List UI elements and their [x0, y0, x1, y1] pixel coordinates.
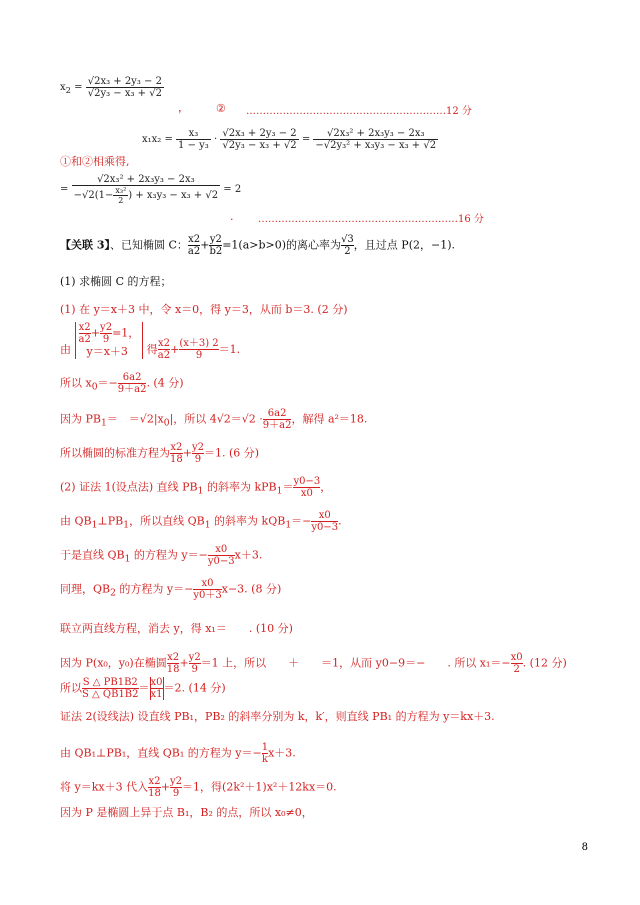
x2-num: √2x₃ + 2y₃ − 2 [87, 76, 162, 87]
x1x2-f2-den: √2y₃ − x₃ + √2 [222, 140, 297, 151]
dots-12: ……………………………………………………12 分 [246, 106, 472, 117]
sol14-frac [262, 742, 268, 765]
sol11-den: 2 [511, 663, 523, 675]
problem-f1 [188, 234, 200, 257]
sol5-f2 [192, 442, 204, 465]
sol11-a: 因为 P(x₀，y₀)在椭圆 [60, 656, 167, 670]
sol7-c: ，所以直线 QB [129, 514, 205, 528]
sol6-b: 的斜率为 kPB [203, 480, 277, 494]
sol5-f1-den: 18 [170, 454, 183, 465]
sol14-num: 1 [261, 742, 269, 753]
sol12-abs-num: x0 [150, 677, 163, 688]
mark-2: ② [216, 102, 226, 115]
sol7-frac [311, 510, 338, 533]
x1x2-f1-den: 1 − y₃ [178, 140, 209, 151]
sol12-abs-den: x1 [150, 689, 163, 700]
sol2-sys-b-num: y2 [100, 322, 113, 333]
sol2-sys-plus: + [90, 326, 101, 340]
sol-line-11 [60, 652, 567, 675]
sol4-b: ＝ ＝√2|x [106, 412, 164, 426]
sol-line-8 [60, 544, 262, 567]
sol6-frac [293, 476, 320, 499]
x1x2-f1-num: x₃ [176, 128, 211, 140]
sol7-s3: 1 [204, 519, 211, 531]
sol2-r-a [158, 338, 170, 361]
sol4-a: 因为 PB [60, 412, 101, 426]
sol-line-16: 因为 P 是椭圆上异于点 B₁，B₂ 的点，所以 x₀≠0， [60, 806, 313, 819]
problem-intro: 、已知椭圆 C： [109, 238, 188, 252]
equation-result [60, 174, 241, 214]
sol2-mid: 得 [146, 342, 158, 356]
sol12-abs [150, 677, 164, 700]
x2-sub: 2 [65, 85, 71, 95]
sol3-frac [118, 372, 147, 395]
sol2-r-a-num: x2 [157, 338, 170, 349]
sol15-b: ＝1，得(2k²＋1)x²＋12kx＝0. [182, 780, 337, 794]
problem-tail: ，且过点 P(2，−1). [353, 238, 455, 252]
sol3-sub: 0 [91, 381, 98, 393]
sol11-f1-den: 18 [166, 664, 180, 675]
problem-ecc [341, 234, 354, 257]
sol8-c: x＋3. [234, 548, 263, 562]
problem-f2-num: y2 [209, 234, 222, 245]
sol5-b: ＝1. (6 分) [203, 446, 260, 460]
sol3-eq: ＝− [97, 376, 118, 390]
multiply-note: ①和②相乘得, [60, 155, 130, 168]
sol7-s4: 1 [285, 519, 292, 531]
sol7-den: y0−3 [311, 522, 339, 533]
x1x2-dot: · [214, 134, 218, 145]
sol4-c: |，所以 4√2＝√2 · [169, 412, 263, 426]
sol4-den: 9＋a2 [262, 420, 292, 431]
x1x2-f3-den: −√2y₃² + x₃y₃ − x₃ + √2 [315, 140, 437, 151]
problem-ecc-num: √3 [341, 234, 354, 245]
x1x2-frac2 [220, 128, 298, 151]
x2-tail: ， [178, 101, 189, 114]
sol2-sys-row2: y＝x＋3 [86, 345, 128, 358]
problem-f1-num: x2 [188, 234, 201, 245]
sol12-ratio [82, 677, 139, 700]
problem-condition: =1(a>b>0)的离心率为 [222, 238, 342, 252]
sol-line-1: (1) 在 y＝x＋3 中，令 x＝0，得 y＝3，从而 b＝3. (2 分) [60, 303, 348, 316]
sol6-c: ＝ [282, 480, 294, 494]
page-number: 8 [581, 842, 588, 853]
result-den-post: ) + x₃y₃ − x₃ + √2 [128, 190, 219, 201]
sol11-f2-num: y2 [188, 652, 201, 663]
x2-lhs: x [60, 82, 66, 93]
equation-x1x2 [142, 128, 438, 168]
sol9-b: 的方程为 y＝− [115, 582, 194, 596]
x1x2-frac1 [176, 128, 211, 151]
question-1: (1) 求椭圆 C 的方程； [60, 275, 172, 288]
sol11-f2 [189, 652, 201, 675]
result-fraction [72, 174, 221, 205]
sol7-s2: 1 [123, 519, 130, 531]
sol9-num: x0 [201, 578, 214, 589]
problem-label: 【关联 3】 [60, 238, 110, 252]
x1x2-eq: = [301, 134, 311, 145]
sol15-f1-num: x2 [148, 776, 161, 787]
sol-line-15 [60, 776, 337, 799]
sol6-den: x0 [293, 487, 320, 499]
sol7-f: . [338, 514, 342, 528]
sol9-frac [193, 578, 221, 601]
equation-x2: $x_2$ = $\frac{\text{√2x₃ + 2y₃ − 2}}{\text{√2y₃ − x₃ + √2}}$ [60, 76, 164, 114]
sol6-d: ， [320, 480, 332, 494]
sol2-sys-a [79, 322, 91, 345]
sol-line-3 [60, 372, 184, 395]
sol15-f1 [148, 776, 161, 799]
sol-line-7 [60, 510, 342, 533]
sol15-f2 [170, 776, 182, 799]
problem-f1-den: a2 [187, 246, 201, 257]
dots-16: ……………………………………………………16 分 [258, 214, 484, 225]
sol2-r-b [179, 338, 218, 361]
sol-line-4 [60, 408, 367, 431]
sol8-a: 于是直线 QB [60, 548, 125, 562]
sol8-s1: 1 [124, 553, 131, 565]
result-num: √2x₃² + 2x₃y₃ − 2x₃ [72, 174, 221, 186]
x2-den: √2y₃ − x₃ + √2 [87, 88, 162, 99]
sol2-system [75, 322, 144, 359]
result-den [72, 186, 221, 205]
problem-ecc-den: 2 [341, 245, 354, 257]
sol15-plus: + [160, 780, 171, 794]
sol-line-12 [60, 677, 226, 700]
sol-line-9 [60, 578, 281, 601]
sol6-sub: 1 [197, 485, 204, 497]
sol8-den: y0−3 [207, 556, 235, 567]
sol2-sys-a-den: a2 [78, 334, 91, 345]
sol12-a: 所以 [60, 681, 82, 695]
sol4-sub2: 0 [163, 417, 170, 429]
sol7-e: ＝− [291, 514, 312, 528]
sol4-frac [263, 408, 292, 431]
sol2-r-b-den: 9 [179, 349, 218, 361]
sol11-f1-num: x2 [167, 652, 180, 663]
sol11-plus: + [179, 656, 189, 670]
sol4-sub: 1 [100, 417, 107, 429]
sol3-den: 9＋a2 [117, 384, 147, 395]
sol5-plus: + [182, 446, 192, 460]
result-den-pre: −√2(1− [73, 190, 114, 201]
x1x2-f3-num: √2x₃² + 2x₃y₃ − 2x₃ [313, 128, 438, 140]
sol2-sys-b [100, 322, 112, 345]
sol15-f1-den: 18 [148, 788, 161, 799]
sol2-r-end: ＝1. [218, 342, 241, 356]
sol2-sys-end: =1， [112, 326, 140, 340]
sol12-b: ＝ [138, 681, 150, 695]
sol11-b: ＝1 上，所以 ＋ ＝1，从而 y0−9＝− . 所以 x₁＝− [200, 656, 511, 670]
sol11-num: x0 [510, 652, 523, 663]
sol-line-10: 联立两直线方程，消去 y，得 x₁＝ . (10 分) [60, 622, 293, 635]
x1x2-lhs: x₁x₂ = [142, 134, 173, 145]
problem-statement [60, 234, 455, 257]
sol5-f1 [170, 442, 183, 465]
sol5-f1-num: x2 [170, 442, 183, 453]
problem-f2 [209, 234, 222, 257]
sol11-frac [511, 652, 523, 675]
sol12-c: ＝2. (14 分) [163, 681, 226, 695]
sol14-b: x＋3. [268, 746, 296, 760]
sol9-c: x−3. (8 分) [221, 582, 282, 596]
sol14-a: 由 QB₁⊥PB₁，直线 QB₁ 的方程为 y＝− [60, 746, 262, 760]
sol9-den: y0＋3 [193, 590, 222, 601]
sol7-num: x0 [318, 510, 331, 521]
sol8-frac [208, 544, 235, 567]
sol3-tail: . (4 分) [146, 376, 184, 390]
sol8-b: 的方程为 y＝− [130, 548, 208, 562]
sol5-a: 所以椭圆的标准方程为 [60, 446, 170, 460]
result-den-inner-num: x₃² [115, 186, 127, 195]
sol6-sub2: 1 [276, 485, 283, 497]
x1x2-f2-num: √2x₃ + 2y₃ − 2 [222, 128, 297, 139]
sol12-abs-frac [151, 677, 163, 700]
sol2-r-plus: + [170, 342, 180, 356]
sol-line-14 [60, 742, 296, 765]
sol2-result [146, 338, 241, 361]
sol11-f2-den: 9 [189, 663, 201, 675]
sol2-sys-row1 [79, 322, 140, 345]
sol2-sys-a-num: x2 [78, 322, 91, 333]
result-eq-lead: = [60, 184, 69, 195]
sol12-bot: S △ QB1B2 [82, 689, 139, 700]
sol6-num: y0−3 [293, 476, 321, 487]
x1x2-frac3 [313, 128, 438, 151]
sol-line-2 [60, 322, 240, 359]
sol2-sys-b-den: 9 [100, 333, 112, 345]
sol4-d: ，解得 a²＝18. [291, 412, 368, 426]
sol11-c: . (12 分) [522, 656, 567, 670]
sol-line-13: 证法 2(设线法) 设直线 PB₁，PB₂ 的斜率分别为 k，k′，则直线 PB₁ 的方程为 y＝kx＋3. [60, 710, 495, 723]
sol11-f1 [167, 652, 180, 675]
sol7-d: 的斜率为 kQB [210, 514, 286, 528]
sol12-top: S △ PB1B2 [82, 677, 138, 688]
sol7-b: ⊥PB [97, 514, 124, 528]
x2-fraction [86, 76, 164, 99]
sol3-num: 6a2 [122, 372, 142, 383]
result-den-inner-den: 2 [118, 196, 124, 205]
sol5-f2-num: y2 [191, 442, 204, 453]
sol5-f2-den: 9 [192, 453, 204, 465]
sol2-r-a-den: a2 [157, 350, 171, 361]
sol15-f2-den: 9 [170, 787, 182, 799]
sol-line-5 [60, 442, 259, 465]
sol-line-6 [60, 476, 331, 499]
sol4-num: 6a2 [267, 408, 287, 419]
sol14-den: k [261, 754, 268, 765]
result-den-inner [113, 186, 128, 205]
sol7-a: 由 QB [60, 514, 92, 528]
problem-plus: + [200, 238, 210, 252]
sol15-f2-num: y2 [170, 776, 183, 787]
sol2-r-b-num: (x＋3) 2 [179, 338, 219, 349]
problem-f2-den: b2 [209, 246, 223, 257]
sol7-s1: 1 [91, 519, 98, 531]
result-rhs: = 2 [223, 184, 242, 195]
sol9-a: 同理，QB [60, 582, 111, 596]
sol9-s1: 2 [110, 587, 116, 599]
sol15-a: 将 y＝kx＋3 代入 [60, 780, 149, 794]
result-tail-dot: . [230, 210, 234, 223]
sol8-num: x0 [215, 544, 228, 555]
sol6-a: (2) 证法 1(设点法) 直线 PB [60, 480, 198, 494]
sol3-pre: 所以 x [60, 376, 92, 390]
sol2-pre: 由 [60, 342, 71, 356]
